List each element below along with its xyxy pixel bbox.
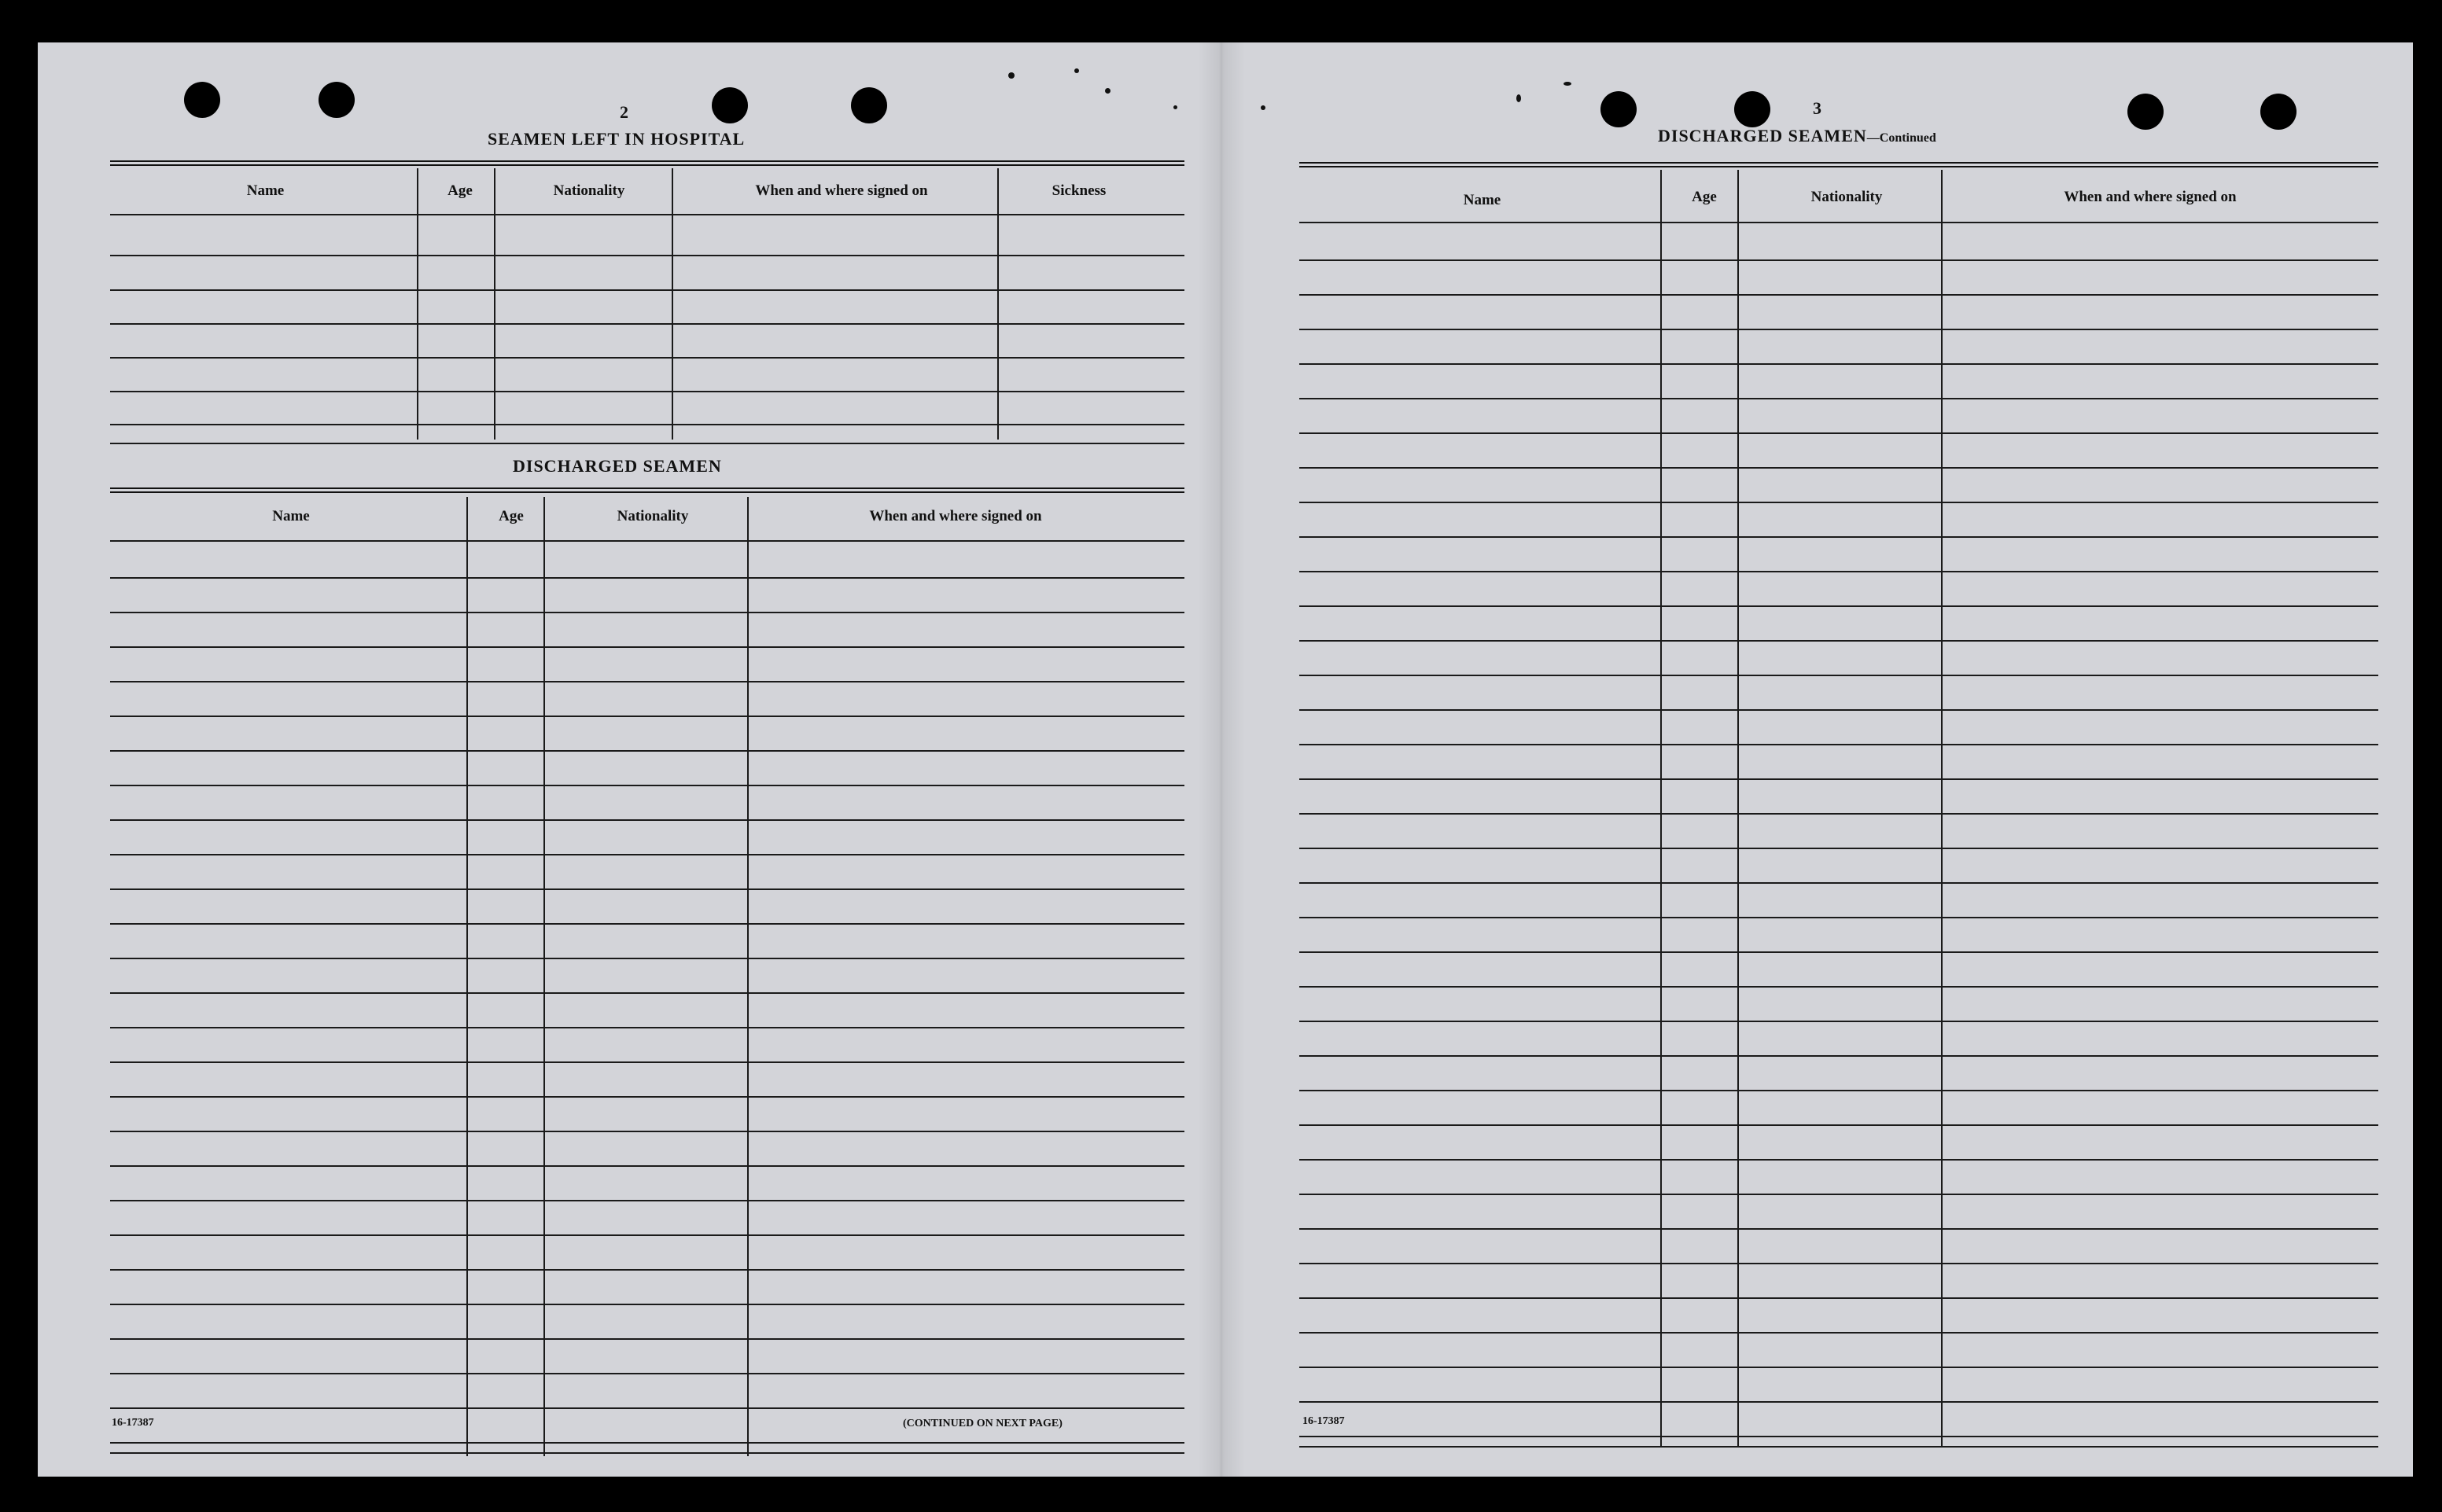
ruled-line bbox=[110, 577, 1184, 579]
column-header-signed-on: When and where signed on bbox=[2064, 189, 2237, 205]
column-header-age: Age bbox=[1692, 189, 1717, 205]
column-divider bbox=[672, 168, 673, 440]
paper-speck bbox=[1516, 94, 1521, 102]
column-divider bbox=[543, 497, 545, 1456]
column-header-age: Age bbox=[448, 182, 473, 199]
ruled-line bbox=[110, 681, 1184, 682]
ruled-line bbox=[1299, 1021, 2378, 1022]
column-header-nationality: Nationality bbox=[553, 182, 625, 199]
ruled-line bbox=[110, 1096, 1184, 1098]
column-header-age: Age bbox=[499, 508, 524, 524]
ruled-line bbox=[110, 1061, 1184, 1063]
ruled-line bbox=[110, 716, 1184, 717]
section-title-hospital: SEAMEN LEFT IN HOSPITAL bbox=[488, 129, 746, 149]
ruled-line bbox=[1299, 848, 2378, 849]
ruled-line bbox=[1299, 1090, 2378, 1091]
ruled-line bbox=[110, 992, 1184, 994]
paper-speck bbox=[1008, 72, 1015, 79]
column-header-sickness: Sickness bbox=[1052, 182, 1107, 199]
paper-speck bbox=[1173, 105, 1177, 109]
page-number: 2 bbox=[620, 102, 628, 122]
ruled-line bbox=[110, 214, 1184, 215]
continued-note: (CONTINUED ON NEXT PAGE) bbox=[903, 1418, 1063, 1429]
ruled-line bbox=[1299, 222, 2378, 223]
ruled-line bbox=[1299, 1332, 2378, 1334]
column-divider bbox=[417, 168, 418, 440]
column-header-signed-on: When and where signed on bbox=[755, 182, 928, 199]
double-rule bbox=[110, 487, 1184, 493]
ruled-line bbox=[1299, 640, 2378, 642]
punch-hole bbox=[712, 87, 748, 123]
punch-hole bbox=[319, 82, 355, 118]
ruled-line bbox=[110, 1338, 1184, 1340]
ruled-line bbox=[110, 323, 1184, 325]
ruled-line bbox=[110, 1165, 1184, 1167]
column-divider bbox=[1660, 170, 1662, 1448]
ruled-line bbox=[1299, 1367, 2378, 1368]
ruled-line bbox=[110, 646, 1184, 648]
column-divider bbox=[494, 168, 495, 440]
column-divider bbox=[997, 168, 999, 440]
ruled-line bbox=[110, 612, 1184, 613]
ruled-line bbox=[1299, 675, 2378, 676]
ruled-line bbox=[110, 1027, 1184, 1028]
ruled-line bbox=[110, 1373, 1184, 1374]
title-suffix: —Continued bbox=[1866, 131, 1936, 145]
column-header-nationality: Nationality bbox=[617, 508, 689, 524]
ruled-line bbox=[110, 540, 1184, 542]
ruled-line bbox=[1299, 502, 2378, 503]
ruled-line bbox=[1299, 744, 2378, 745]
ruled-line bbox=[110, 443, 1184, 444]
ruled-line bbox=[110, 1200, 1184, 1201]
ruled-line bbox=[1299, 259, 2378, 261]
ruled-line bbox=[1299, 1055, 2378, 1057]
column-divider bbox=[1941, 170, 1943, 1448]
punch-hole bbox=[2127, 94, 2164, 130]
paper-speck bbox=[1074, 68, 1079, 73]
ruled-line bbox=[1299, 398, 2378, 399]
ruled-line bbox=[1299, 1159, 2378, 1161]
ruled-line bbox=[110, 289, 1184, 291]
ruled-line bbox=[110, 1442, 1184, 1444]
column-divider bbox=[466, 497, 468, 1456]
section-title-discharged: DISCHARGED SEAMEN bbox=[513, 456, 722, 476]
ruled-line bbox=[1299, 1194, 2378, 1195]
column-header-signed-on: When and where signed on bbox=[869, 508, 1042, 524]
column-header-nationality: Nationality bbox=[1810, 189, 1883, 205]
ruled-line bbox=[1299, 363, 2378, 365]
punch-hole bbox=[851, 87, 887, 123]
column-header-name: Name bbox=[272, 508, 310, 524]
form-number: 16-17387 bbox=[1302, 1415, 1345, 1427]
ruled-line bbox=[110, 854, 1184, 855]
ruled-line bbox=[1299, 467, 2378, 469]
paper-speck bbox=[1564, 82, 1571, 86]
page-number: 3 bbox=[1813, 98, 1821, 118]
ruled-line bbox=[110, 1131, 1184, 1132]
double-rule bbox=[1299, 162, 2378, 167]
ruled-line bbox=[1299, 709, 2378, 711]
double-rule bbox=[110, 160, 1184, 166]
ruled-line bbox=[110, 424, 1184, 425]
column-header-name: Name bbox=[246, 182, 285, 199]
punch-hole bbox=[2260, 94, 2297, 130]
page-fold bbox=[1198, 42, 1245, 1477]
ruled-line bbox=[110, 1269, 1184, 1271]
ruled-line bbox=[110, 391, 1184, 392]
ruled-line bbox=[110, 785, 1184, 786]
ruled-line bbox=[110, 750, 1184, 752]
column-divider bbox=[747, 497, 749, 1456]
ruled-line bbox=[1299, 1436, 2378, 1437]
ruled-line bbox=[110, 819, 1184, 821]
ruled-line bbox=[1299, 432, 2378, 434]
ruled-line bbox=[110, 1452, 1184, 1454]
ruled-line bbox=[1299, 1124, 2378, 1126]
ledger-sheet bbox=[38, 42, 2413, 1477]
punch-hole bbox=[1600, 91, 1637, 127]
ruled-line bbox=[1299, 536, 2378, 538]
ruled-line bbox=[1299, 1297, 2378, 1299]
paper-speck bbox=[1105, 88, 1111, 94]
ruled-line bbox=[1299, 605, 2378, 607]
ruled-line bbox=[110, 888, 1184, 890]
punch-hole bbox=[1734, 91, 1770, 127]
column-header-name: Name bbox=[1463, 192, 1501, 208]
ruled-line bbox=[1299, 294, 2378, 296]
ruled-line bbox=[1299, 329, 2378, 330]
ruled-line bbox=[110, 1234, 1184, 1236]
ruled-line bbox=[1299, 1446, 2378, 1448]
ruled-line bbox=[110, 958, 1184, 959]
ruled-line bbox=[1299, 882, 2378, 884]
ruled-line bbox=[1299, 571, 2378, 572]
ruled-line bbox=[1299, 1228, 2378, 1230]
ruled-line bbox=[1299, 1401, 2378, 1403]
ruled-line bbox=[1299, 813, 2378, 815]
column-divider bbox=[1737, 170, 1739, 1448]
ruled-line bbox=[110, 1304, 1184, 1305]
ruled-line bbox=[110, 1407, 1184, 1409]
ruled-line bbox=[1299, 986, 2378, 988]
form-number: 16-17387 bbox=[112, 1417, 154, 1429]
paper-speck bbox=[1261, 105, 1265, 110]
ruled-line bbox=[110, 255, 1184, 256]
ruled-line bbox=[1299, 1263, 2378, 1264]
ruled-line bbox=[110, 923, 1184, 925]
section-title-discharged-continued: DISCHARGED SEAMEN—Continued bbox=[1658, 126, 1936, 145]
ruled-line bbox=[1299, 778, 2378, 780]
punch-hole bbox=[184, 82, 220, 118]
ruled-line bbox=[1299, 917, 2378, 918]
ruled-line bbox=[110, 357, 1184, 359]
ruled-line bbox=[1299, 951, 2378, 953]
